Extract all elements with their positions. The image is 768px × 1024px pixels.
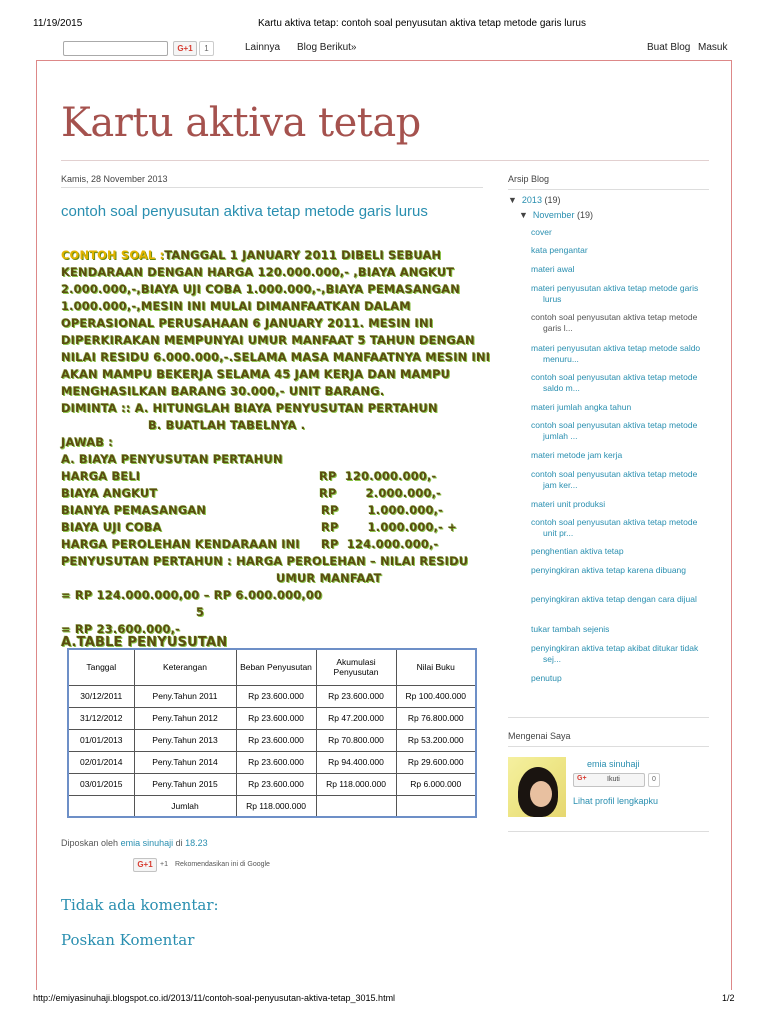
archive-post-link[interactable]: penyingkiran aktiva tetap karena dibuang	[531, 565, 686, 575]
table-cell: 02/01/2014	[68, 751, 134, 773]
archive-post-link[interactable]: penyingkiran aktiva tetap dengan cara dijual	[531, 594, 697, 604]
amount: RP 1.000.000,- +	[321, 520, 457, 534]
share-plus1-label: +1	[160, 861, 168, 868]
gplus-icon: G+	[577, 775, 587, 782]
archive-year-count: (19)	[544, 195, 561, 205]
body-line: JAWAB :	[61, 435, 114, 449]
table-cell	[316, 795, 396, 817]
post-title[interactable]: contoh soal penyusutan aktiva tetap metode garis lurus	[61, 203, 428, 220]
print-header	[0, 18, 768, 32]
table-cell: Peny.Tahun 2014	[134, 751, 236, 773]
body-line: DIPERKIRAKAN MEMPUNYAI UMUR MANFAAT 5 TAHUN DENGAN	[61, 333, 475, 347]
print-page-number: 1/2	[722, 993, 735, 1003]
posted-at-label: di	[175, 838, 183, 848]
archive-month[interactable]	[519, 210, 593, 220]
table-cell: Peny.Tahun 2015	[134, 773, 236, 795]
body-lead: CONTOH SOAL :	[61, 248, 165, 262]
depreciation-table	[67, 648, 477, 818]
post-footer	[61, 838, 208, 848]
expand-triangle-icon[interactable]: ▼	[519, 210, 528, 220]
archive-post-link-current[interactable]: contoh soal penyusutan aktiva tetap metode garis l...	[531, 312, 698, 333]
table-cell: Rp 23.600.000	[236, 729, 316, 751]
author-link[interactable]: emia sinuhaji	[120, 838, 174, 848]
create-blog-link[interactable]: Buat Blog	[647, 42, 691, 53]
table-cell: Rp 94.400.000	[316, 751, 396, 773]
profile-name-link[interactable]: emia sinuhaji	[587, 759, 640, 769]
table-header: Keterangan	[134, 649, 236, 685]
body-line: = RP 23.600.000,-	[61, 622, 181, 636]
archive-post-link[interactable]: penutup	[531, 673, 562, 683]
table-row	[68, 751, 476, 773]
login-link[interactable]: Masuk	[698, 42, 728, 53]
sidebar-divider	[508, 717, 709, 718]
table-header-row	[68, 649, 476, 685]
gplus-count: 1	[199, 41, 214, 56]
table-header: Nilai Buku	[396, 649, 476, 685]
body-line: PENYUSUTAN PERTAHUN : HARGA PEROLEHAN – NILAI RESIDU	[61, 554, 469, 568]
table-header: Akumulasi Penyusutan	[316, 649, 396, 685]
archive-post-link[interactable]: materi penyusutan aktiva tetap metode saldo menuru...	[531, 343, 701, 364]
table-cell: 31/12/2012	[68, 707, 134, 729]
body-line: A.TABLE PENYUSUTAN	[61, 635, 228, 650]
archive-year[interactable]	[508, 195, 560, 205]
about-heading: Mengenai Saya	[508, 731, 571, 741]
table-cell: Rp 23.600.000	[236, 773, 316, 795]
table-row	[68, 729, 476, 751]
archive-post-link[interactable]: contoh soal penyusutan aktiva tetap metode jumlah ...	[531, 420, 698, 441]
table-row	[68, 707, 476, 729]
share-recommend-label: Rekomendasikan ini di Google	[175, 861, 270, 868]
search-input[interactable]	[63, 41, 168, 56]
full-profile-link[interactable]: Lihat profil lengkapku	[573, 796, 659, 806]
amount: RP 1.000.000,-	[321, 503, 444, 517]
table-cell: 30/12/2011	[68, 685, 134, 707]
body-line: A. BIAYA PENYUSUTAN PERTAHUN	[61, 452, 283, 466]
gplus-button[interactable]: G+1	[173, 41, 197, 56]
post-date: Kamis, 28 November 2013	[61, 174, 168, 184]
body-line: = RP 124.000.000,00 – RP 6.000.000,00	[61, 588, 323, 602]
posted-by-label: Diposkan oleh	[61, 838, 119, 848]
table-total-row	[68, 795, 476, 817]
archive-post-link[interactable]: materi jumlah angka tahun	[531, 402, 632, 412]
archive-divider	[508, 189, 709, 190]
amount: RP 2.000.000,-	[319, 486, 442, 500]
body-line: 5	[196, 605, 205, 619]
body-line	[61, 247, 441, 264]
post-time-link[interactable]: 18.23	[185, 838, 208, 848]
follow-count: 0	[648, 773, 660, 787]
archive-post-link[interactable]: penghentian aktiva tetap	[531, 546, 624, 556]
print-url: http://emiyasinuhaji.blogspot.co.id/2013/11/contoh-soal-penyusutan-aktiva-tetap_3015.html	[33, 993, 396, 1003]
date-divider	[61, 187, 483, 188]
body-line: 2.000.000,-,BIAYA UJI COBA 1.000.000,-,BIAYA PEMASANGAN	[61, 282, 460, 296]
body-line: B. BUATLAH TABELNYA .	[148, 418, 306, 432]
print-footer	[0, 993, 768, 1007]
table-row	[68, 685, 476, 707]
body-text: TANGGAL 1 JANUARY 2011 DIBELI SEBUAH	[164, 248, 442, 262]
archive-post-link[interactable]: contoh soal penyusutan aktiva tetap metode unit pr...	[531, 517, 698, 538]
table-cell: Rp 70.800.000	[316, 729, 396, 751]
body-line: MENGHASILKAN BARANG 30.000,- UNIT BARANG.	[61, 384, 385, 398]
body-line: UMUR MANFAAT	[276, 571, 382, 585]
archive-post-link[interactable]: contoh soal penyusutan aktiva tetap metode jam ker...	[531, 469, 698, 490]
no-comments-heading: Tidak ada komentar:	[61, 896, 219, 914]
more-link[interactable]: Lainnya	[245, 42, 281, 53]
title-divider	[61, 160, 709, 161]
blog-title[interactable]: Kartu aktiva tetap	[61, 100, 421, 146]
body-line: OPERASIONAL PERUSAHAAN 6 JANUARY 2011. MESIN INI	[61, 316, 434, 330]
table-cell: 01/01/2013	[68, 729, 134, 751]
profile-photo-face	[530, 781, 552, 807]
table-row	[68, 773, 476, 795]
table-total-label: Jumlah	[134, 795, 236, 817]
table-total-value: Rp 118.000.000	[236, 795, 316, 817]
amount: RP 124.000.000,-	[321, 537, 439, 551]
archive-month-label[interactable]: November	[532, 210, 575, 220]
follow-button[interactable]	[573, 773, 645, 787]
body-line: AKAN MAMPU BEKERJA SELAMA 45 JAM KERJA DAN MAMPU	[61, 367, 451, 381]
follow-label: Ikuti	[607, 776, 620, 783]
body-line: NILAI RESIDU 6.000.000,-.SELAMA MASA MANFAATNYA MESIN INI	[61, 350, 491, 364]
table-cell: Peny.Tahun 2012	[134, 707, 236, 729]
body-line: HARGA PEROLEHAN KENDARAAN INI	[61, 537, 300, 551]
amount: RP 120.000.000,-	[319, 469, 437, 483]
body-line: DIMINTA :: A. HITUNGLAH BIAYA PENYUSUTAN PERTAHUN	[61, 401, 438, 415]
table-cell: Rp 47.200.000	[316, 707, 396, 729]
archive-post-link[interactable]: tukar tambah sejenis	[531, 624, 610, 634]
table-cell: Rp 23.600.000	[236, 751, 316, 773]
table-cell: Rp 23.600.000	[236, 707, 316, 729]
archive-heading: Arsip Blog	[508, 174, 550, 184]
table-cell: Peny.Tahun 2011	[134, 685, 236, 707]
about-divider	[508, 746, 709, 747]
sidebar-bottom-divider	[508, 831, 709, 832]
table-header: Beban Penyusutan	[236, 649, 316, 685]
table-cell: Rp 23.600.000	[236, 685, 316, 707]
next-blog-link[interactable]: Blog Berikut»	[297, 42, 357, 53]
archive-post-link[interactable]: materi unit produksi	[531, 499, 606, 509]
body-line: HARGA BELI	[61, 469, 141, 483]
table-cell: Peny.Tahun 2013	[134, 729, 236, 751]
share-gplus-button[interactable]: G+1	[133, 858, 157, 872]
print-page-title: Kartu aktiva tetap: contoh soal penyusutan aktiva tetap metode garis lurus	[258, 18, 586, 29]
body-line: BIAYA UJI COBA	[61, 520, 162, 534]
body-line: BIANYA PEMASANGAN	[61, 503, 207, 517]
post-comment-heading[interactable]: Poskan Komentar	[61, 931, 195, 949]
table-cell: Rp 23.600.000	[316, 685, 396, 707]
archive-year-label[interactable]: 2013	[521, 195, 542, 205]
archive-post-link[interactable]: materi penyusutan aktiva tetap metode garis lurus	[531, 283, 699, 304]
table-cell: Rp 53.200.000	[396, 729, 476, 751]
archive-post-link[interactable]: penyingkiran aktiva tetap akibat ditukar tidak sej...	[531, 643, 699, 664]
print-date: 11/19/2015	[33, 18, 83, 29]
archive-post-link[interactable]: cover	[531, 227, 552, 237]
table-cell: Rp 29.600.000	[396, 751, 476, 773]
table-cell	[396, 795, 476, 817]
blogger-navbar	[0, 38, 768, 60]
table-cell: Rp 118.000.000	[316, 773, 396, 795]
table-cell: Rp 6.000.000	[396, 773, 476, 795]
expand-triangle-icon[interactable]: ▼	[508, 195, 517, 205]
body-line: 1.000.000,-,MESIN INI MULAI DIMANFAATKAN DALAM	[61, 299, 411, 313]
body-line: BIAYA ANGKUT	[61, 486, 158, 500]
table-cell	[68, 795, 134, 817]
profile-photo[interactable]	[508, 757, 566, 817]
table-cell: Rp 76.800.000	[396, 707, 476, 729]
table-header: Tanggal	[68, 649, 134, 685]
table-cell: Rp 100.400.000	[396, 685, 476, 707]
archive-post-link[interactable]: kata pengantar	[531, 245, 588, 255]
archive-month-count: (19)	[576, 210, 593, 220]
archive-post-link[interactable]: contoh soal penyusutan aktiva tetap metode saldo m...	[531, 372, 698, 393]
table-cell: 03/01/2015	[68, 773, 134, 795]
body-line: KENDARAAN DENGAN HARGA 120.000.000,- ,BIAYA ANGKUT	[61, 265, 455, 279]
archive-post-link[interactable]: materi metode jam kerja	[531, 450, 623, 460]
archive-post-link[interactable]: materi awal	[531, 264, 575, 274]
